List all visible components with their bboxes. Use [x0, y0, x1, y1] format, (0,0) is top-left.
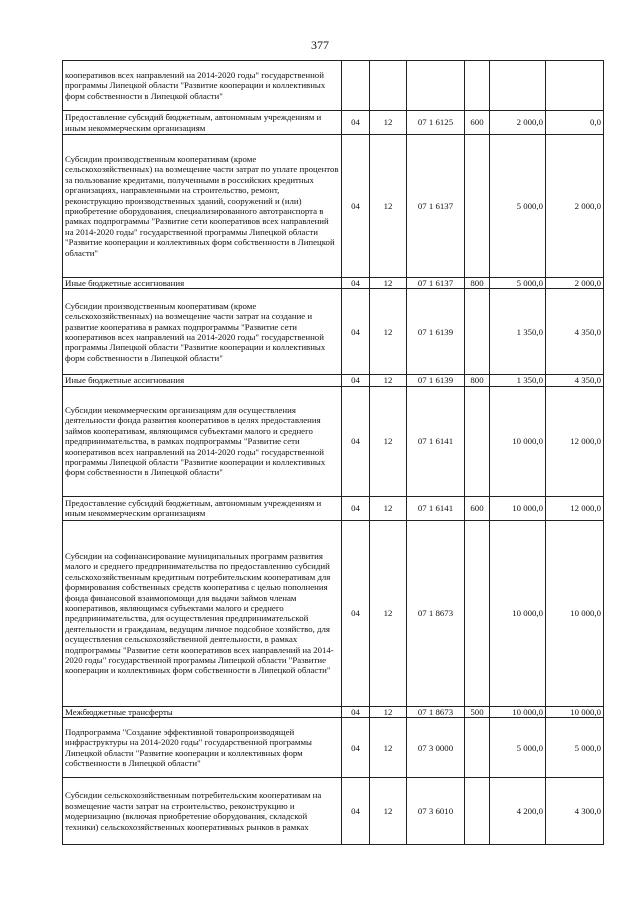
row-razdel: 04: [342, 289, 370, 375]
table-row: [63, 135, 604, 278]
table-row: [63, 289, 604, 375]
row-expense-type: [465, 520, 490, 706]
row-expense-type: 800: [465, 278, 490, 289]
row-razdel: 04: [342, 278, 370, 289]
row-name: Предоставление субсидий бюджетным, автономным учреждениям и иным некоммерческим организациям: [63, 496, 342, 520]
row-podrazdel: 12: [370, 386, 407, 496]
row-podrazdel: 12: [370, 375, 407, 386]
table-row: [63, 496, 604, 520]
row-name: Иные бюджетные ассигнования: [63, 278, 342, 289]
row-sum-year-1: 5 000,0: [490, 718, 546, 778]
row-podrazdel: 12: [370, 520, 407, 706]
row-sum-year-2: 10 000,0: [546, 706, 604, 717]
row-sum-year-1: 10 000,0: [490, 706, 546, 717]
row-name: Субсидии производственным кооперативам (кроме сельскохозяйственных) на возмещение части затрат на создание и развитие кооператива в рамках подпрограммы "Развитие сети кооперативов всех направлений на 2014-2020 годы" государственной программы Липецкой области "Развитие кооперации и коллективных форм собственности в Липецкой области": [63, 289, 342, 375]
row-podrazdel: 12: [370, 111, 407, 135]
row-target-article: 07 1 6139: [407, 375, 465, 386]
row-sum-year-1: [490, 61, 546, 111]
row-expense-type: [465, 778, 490, 845]
row-target-article: 07 3 6010: [407, 778, 465, 845]
table-row: [63, 278, 604, 289]
row-sum-year-1: 2 000,0: [490, 111, 546, 135]
row-expense-type: 500: [465, 706, 490, 717]
row-target-article: 07 1 6137: [407, 135, 465, 278]
page-number: 377: [311, 38, 329, 52]
row-expense-type: [465, 289, 490, 375]
row-podrazdel: 12: [370, 278, 407, 289]
row-target-article: 07 1 6141: [407, 386, 465, 496]
row-target-article: 07 1 8673: [407, 706, 465, 717]
row-sum-year-1: 1 350,0: [490, 289, 546, 375]
row-razdel: 04: [342, 135, 370, 278]
row-podrazdel: 12: [370, 289, 407, 375]
row-expense-type: 600: [465, 496, 490, 520]
row-target-article: [407, 61, 465, 111]
row-razdel: 04: [342, 520, 370, 706]
row-razdel: 04: [342, 375, 370, 386]
row-target-article: 07 1 6125: [407, 111, 465, 135]
row-sum-year-1: 10 000,0: [490, 520, 546, 706]
table-row: [63, 375, 604, 386]
row-sum-year-2: 4 350,0: [546, 289, 604, 375]
row-name: Субсидии на софинансирование муниципальных программ развития малого и среднего предпринимательства по предоставлению субсидий сельскохозяйственным кредитным потребительским кооперативам для формирования собственных средств кооператива с целью пополнения фонда финансовой взаимопомощи для выдачи займов членам кооперативов, являющимся субъектами малого и среднего предпринимательства, для осуществления предпринимательской деятельности и гражданам, ведущим личное подсобное хозяйство, для осуществления сельскохозяйственной деятельности, в рамках подпрограммы "Развитие сети кооперативов всех направлений на 2014-2020 годы" государственной программы Липецкой области "Развитие кооперации и коллективных форм собственности в Липецкой области": [63, 520, 342, 706]
table-row: [63, 61, 604, 111]
row-expense-type: [465, 718, 490, 778]
row-expense-type: 800: [465, 375, 490, 386]
row-target-article: 07 1 6141: [407, 496, 465, 520]
row-expense-type: [465, 135, 490, 278]
row-expense-type: [465, 61, 490, 111]
row-podrazdel: 12: [370, 496, 407, 520]
row-sum-year-2: 4 300,0: [546, 778, 604, 845]
table-row: [63, 386, 604, 496]
budget-table: [62, 60, 604, 845]
row-expense-type: [465, 386, 490, 496]
row-name: Субсидии производственным кооперативам (кроме сельскохозяйственных) на возмещение части затрат по уплате процентов за пользование кредитами, полученными в российских кредитных организациях, направленными на строительство, ремонт, реконструкцию производственных зданий, сооружений и (или) приобретение оборудования, специализированного автотранспорта в рамках подпрограммы "Развитие сети кооперативов всех направлений на 2014-2020 годы" государственной программы Липецкой области "Развитие кооперации и коллективных форм собственности в Липецкой области": [63, 135, 342, 278]
table-row: [63, 778, 604, 845]
row-name: Субсидии некоммерческим организациям для осуществления деятельности фонда развития кооперативов в целях предоставления займов кооперативам, являющимся субъектами малого и среднего предпринимательства, в рамках подпрограммы "Развитие сети кооперативов всех направлений на 2014-2020 годы" государственной программы Липецкой области "Развитие кооперации и коллективных форм собственности в Липецкой области": [63, 386, 342, 496]
row-name: кооперативов всех направлений на 2014-2020 годы" государственной программы Липецкой области "Развитие кооперации и коллективных форм собственности в Липецкой области": [63, 61, 342, 111]
row-expense-type: 600: [465, 111, 490, 135]
row-razdel: 04: [342, 718, 370, 778]
row-name: Подпрограмма "Создание эффективной товаропроизводящей инфраструктуры на 2014-2020 годы" государственной программы Липецкой области "Развитие кооперации и коллективных форм собственности в Липецкой области": [63, 718, 342, 778]
row-razdel: 04: [342, 496, 370, 520]
row-sum-year-2: 2 000,0: [546, 135, 604, 278]
row-podrazdel: 12: [370, 135, 407, 278]
row-podrazdel: 12: [370, 718, 407, 778]
row-razdel: 04: [342, 386, 370, 496]
row-target-article: 07 3 0000: [407, 718, 465, 778]
row-sum-year-1: 5 000,0: [490, 135, 546, 278]
table-row: [63, 520, 604, 706]
row-sum-year-2: 12 000,0: [546, 386, 604, 496]
row-sum-year-1: 10 000,0: [490, 386, 546, 496]
table-row: [63, 706, 604, 717]
row-target-article: 07 1 6139: [407, 289, 465, 375]
row-name: Межбюджетные трансферты: [63, 706, 342, 717]
row-sum-year-2: 10 000,0: [546, 520, 604, 706]
row-sum-year-2: 2 000,0: [546, 278, 604, 289]
row-name: Иные бюджетные ассигнования: [63, 375, 342, 386]
row-razdel: 04: [342, 706, 370, 717]
table-row: [63, 718, 604, 778]
row-razdel: 04: [342, 111, 370, 135]
row-name: Субсидии сельскохозяйственным потребительским кооперативам на возмещение части затрат на строительство, реконструкцию и модернизацию (включая приобретение оборудования, складской техники) сельскохозяйственных кооперативных рынков в рамках: [63, 778, 342, 845]
row-target-article: 07 1 8673: [407, 520, 465, 706]
row-sum-year-2: 5 000,0: [546, 718, 604, 778]
row-name: Предоставление субсидий бюджетным, автономным учреждениям и иным некоммерческим организациям: [63, 111, 342, 135]
row-podrazdel: [370, 61, 407, 111]
row-sum-year-2: 12 000,0: [546, 496, 604, 520]
row-sum-year-1: 10 000,0: [490, 496, 546, 520]
table-row: [63, 111, 604, 135]
row-target-article: 07 1 6137: [407, 278, 465, 289]
row-sum-year-2: 0,0: [546, 111, 604, 135]
row-sum-year-1: 4 200,0: [490, 778, 546, 845]
row-sum-year-1: 1 350,0: [490, 375, 546, 386]
row-sum-year-2: [546, 61, 604, 111]
row-sum-year-2: 4 350,0: [546, 375, 604, 386]
row-razdel: 04: [342, 778, 370, 845]
row-razdel: [342, 61, 370, 111]
row-sum-year-1: 5 000,0: [490, 278, 546, 289]
row-podrazdel: 12: [370, 778, 407, 845]
row-podrazdel: 12: [370, 706, 407, 717]
